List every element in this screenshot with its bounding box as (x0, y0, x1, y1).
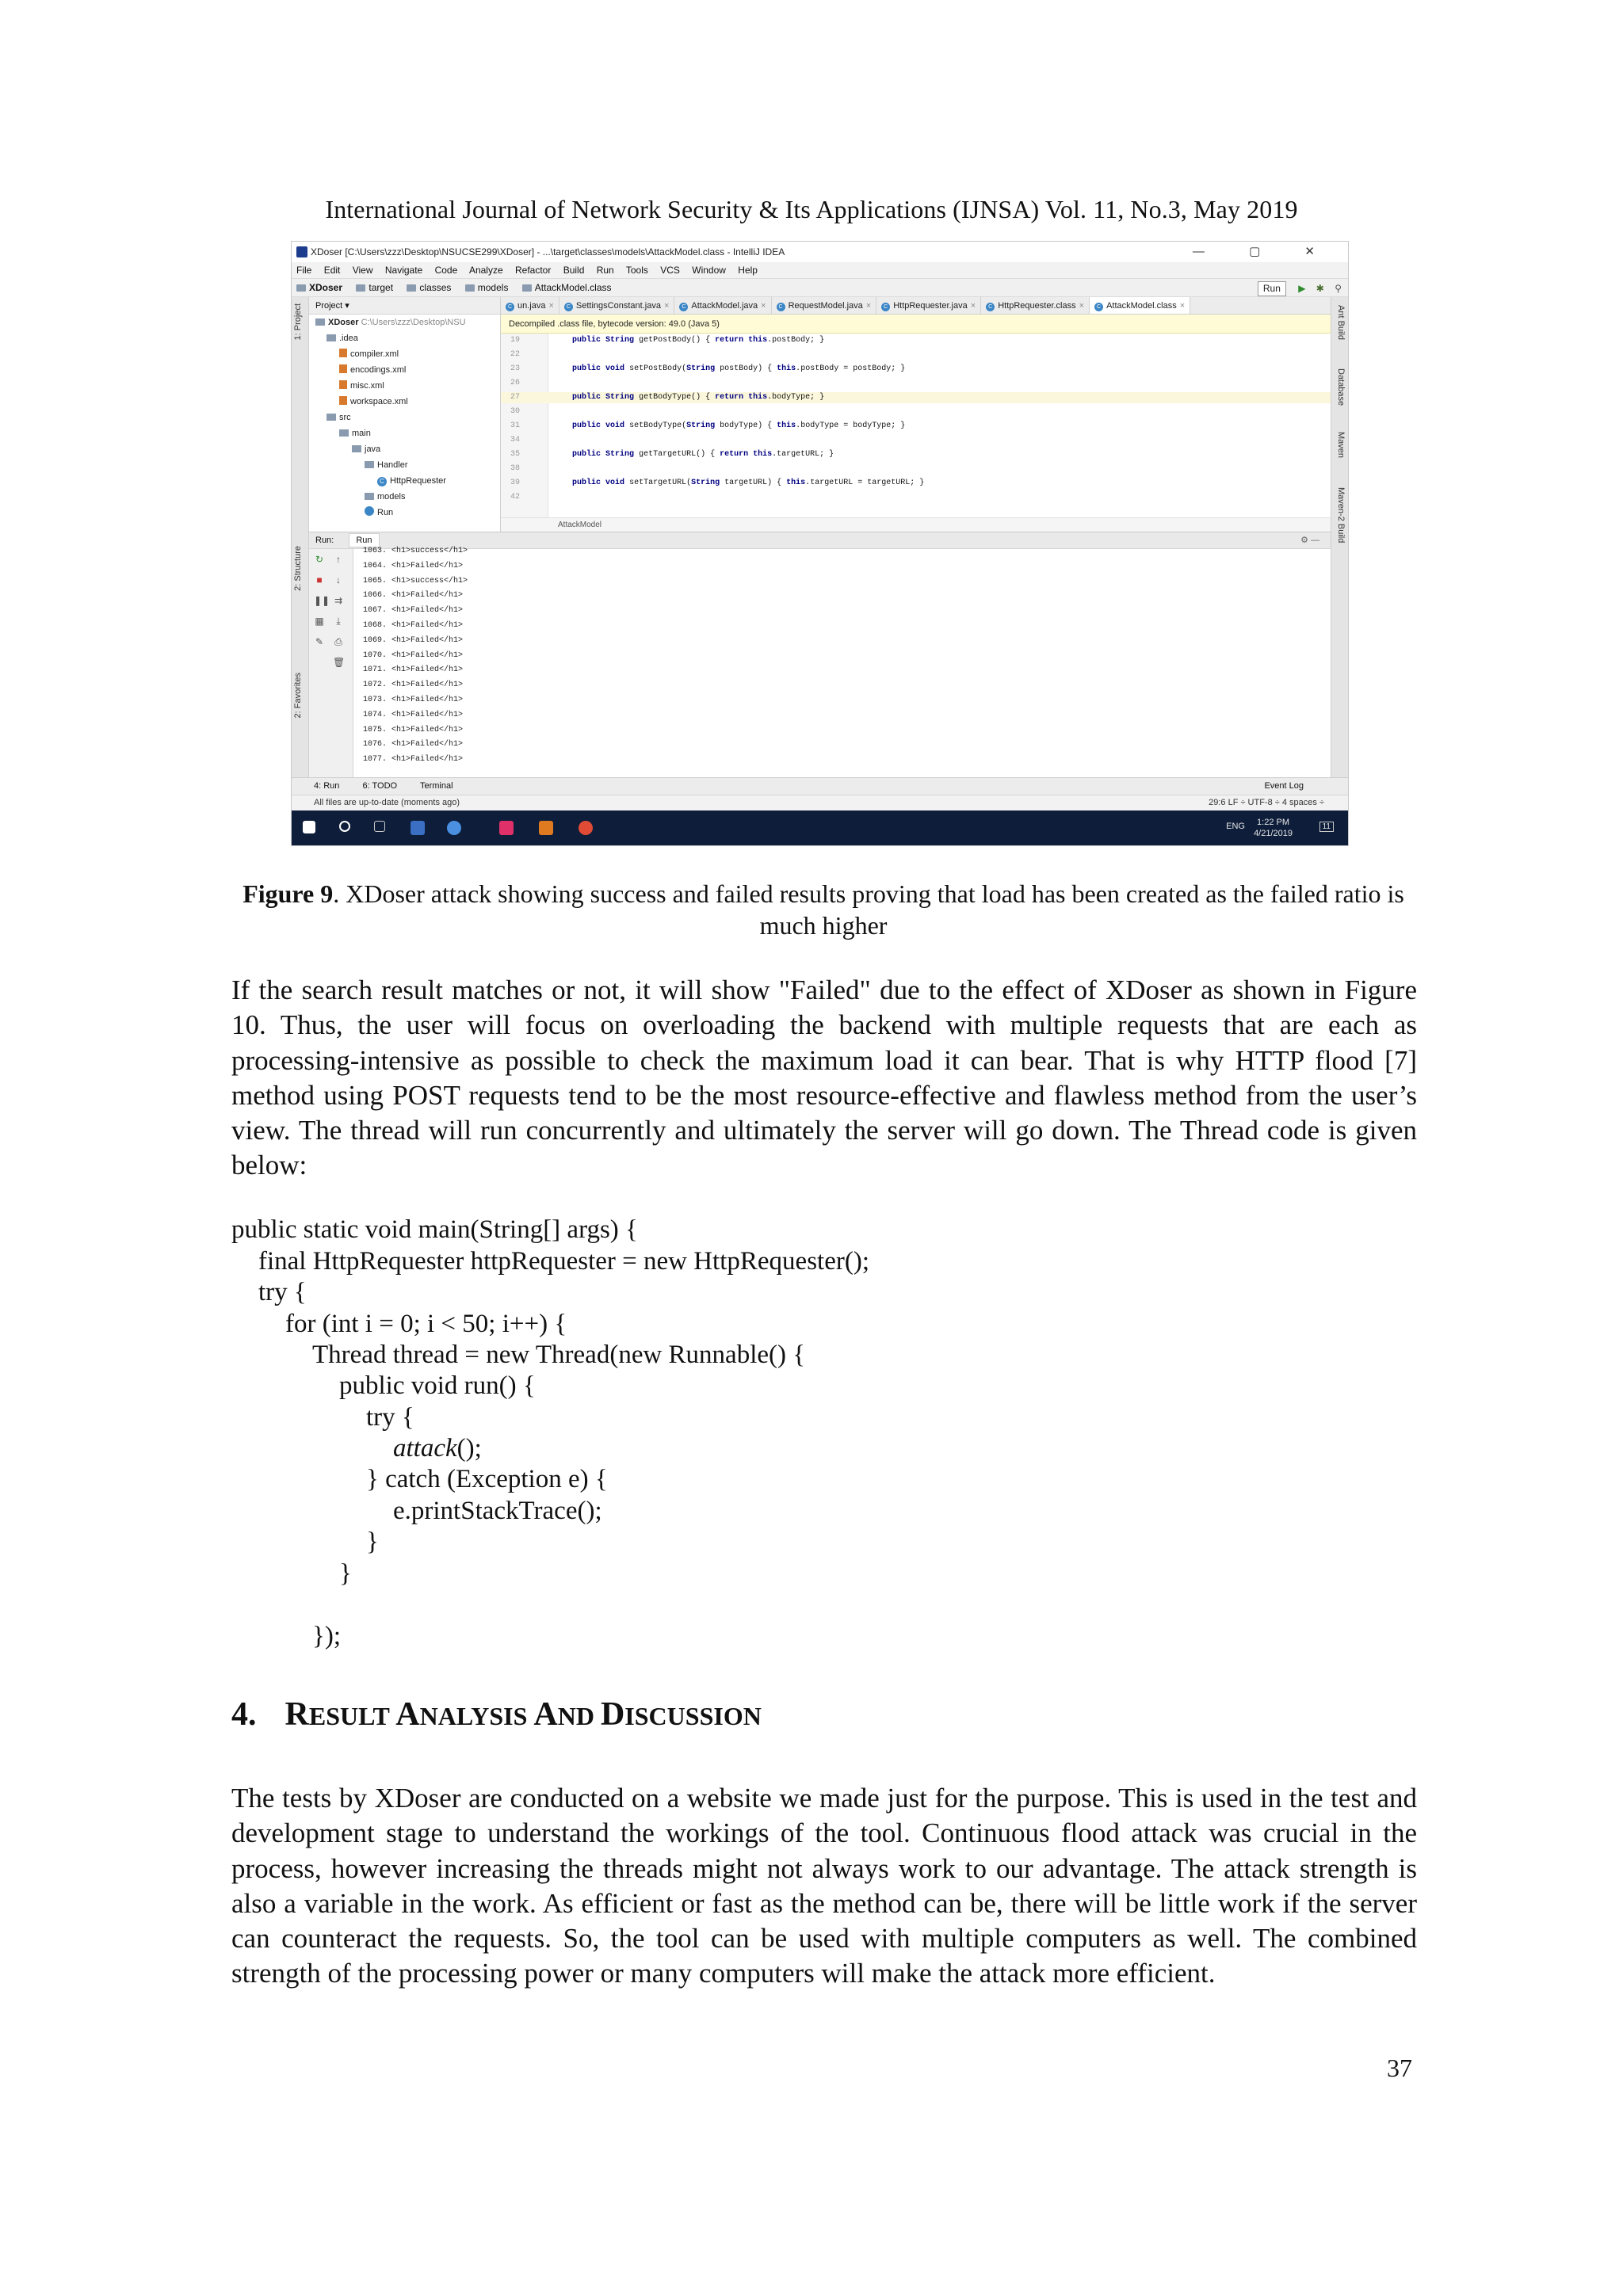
section-title (285, 1696, 762, 1733)
ide-menubar (292, 262, 1348, 278)
smallcap: NALYSIS (419, 1702, 534, 1730)
run-config-select[interactable]: Run (1258, 281, 1286, 296)
cortana-icon[interactable] (339, 821, 350, 832)
crumb-attackmodel[interactable]: AttackModel.class (522, 282, 612, 293)
line-number: 23 (510, 364, 521, 373)
cap: D (600, 1696, 625, 1733)
tree-item-idea[interactable]: .idea (327, 330, 358, 346)
code-line: } (366, 1527, 379, 1556)
tree-item-xdoser[interactable] (315, 315, 466, 330)
cap: R (285, 1696, 309, 1733)
code-text: (); (456, 1434, 482, 1463)
editor-tab[interactable] (772, 297, 877, 315)
close-icon[interactable]: × (865, 301, 872, 311)
bottom-tab-todo[interactable]: 6: TODO (362, 781, 398, 791)
window-controls[interactable]: — ▢ ✕ (1192, 245, 1335, 258)
console-line: 1070. <h1>Failed</h1> (363, 650, 464, 660)
close-icon[interactable]: × (663, 301, 670, 311)
code-italic: attack (393, 1434, 457, 1463)
code-line: } catch (Exception e) { (366, 1465, 608, 1493)
tree-item-handler[interactable]: Handler (365, 457, 408, 473)
crumb-xdoser[interactable]: XDoser (296, 282, 342, 293)
tree-item-main[interactable]: main (339, 425, 371, 441)
close-icon[interactable]: × (548, 301, 554, 311)
menu-analyze[interactable]: Analyze (468, 265, 503, 276)
scroll-end-icon[interactable]: ⤓ (336, 616, 341, 627)
tab-label: AttackModel.class (1106, 301, 1177, 311)
ide-navbar (292, 278, 1348, 297)
pin-icon[interactable]: ✎ (315, 636, 324, 647)
console-line: 1068. <h1>Failed</h1> (363, 621, 464, 630)
chrome-icon[interactable] (579, 821, 593, 835)
console-line: 1077. <h1>Failed</h1> (363, 755, 464, 765)
clock-time: 1:22 PM (1257, 818, 1290, 827)
ide-titlebar (292, 242, 1348, 262)
app-icon[interactable] (411, 821, 425, 835)
tree-item-httprequester[interactable]: C HttpRequester (377, 473, 446, 489)
code-line (501, 335, 1331, 346)
line-number: 42 (510, 493, 521, 502)
code-text: public String getBodyType() { return this.bodyType; } (572, 393, 825, 402)
tab-label: RequestModel.java (788, 301, 863, 311)
section-number: 4. (231, 1696, 257, 1733)
editor-tab[interactable] (981, 297, 1090, 315)
code-line (501, 449, 1331, 460)
editor-tab[interactable] (501, 297, 559, 315)
menu-file[interactable]: File (296, 265, 312, 276)
code-text: public void setBodyType(String bodyType) { this.bodyType = bodyType; } (572, 421, 906, 430)
menu-edit[interactable]: Edit (323, 265, 341, 276)
run-icon[interactable]: ▶ (1298, 283, 1306, 294)
smallcap: ISCUSSION (624, 1702, 762, 1730)
status-message: All files are up-to-date (moments ago) (314, 798, 460, 807)
browser-icon[interactable] (447, 821, 461, 835)
bottom-tab-terminal[interactable]: Terminal (419, 781, 453, 791)
editor-tab[interactable] (876, 297, 981, 315)
tab-label: HttpRequester.java (893, 301, 968, 311)
console-line: 1072. <h1>Failed</h1> (363, 681, 464, 690)
code-text: public String getPostBody() { return this.postBody; } (572, 336, 825, 345)
toolbar-right (1258, 280, 1342, 297)
code-line (393, 1432, 482, 1464)
tree-item-java[interactable]: java (352, 441, 380, 457)
code-text: public void setTargetURL(String targetURL) { this.targetURL = targetURL; } (572, 479, 925, 487)
figure-caption (230, 878, 1417, 941)
debug-icon[interactable]: ✱ (1316, 283, 1324, 294)
print-icon[interactable]: ⎙ (334, 636, 342, 647)
line-number: 26 (510, 379, 521, 387)
clock[interactable] (1254, 817, 1293, 839)
tree-item-misc-xml[interactable]: misc.xml (339, 378, 384, 394)
tree-path: C:\Users\zzz\Desktop\NSU (361, 318, 466, 327)
cap: A (395, 1696, 420, 1733)
notification-icon[interactable]: 11 (1319, 822, 1334, 832)
tab-label: SettingsConstant.java (575, 301, 661, 311)
tree-label: XDoser (328, 318, 359, 327)
code-line (501, 406, 1331, 418)
editor-breadcrumb[interactable]: AttackModel (501, 517, 1331, 532)
left-tool-strip (292, 297, 309, 777)
up-icon[interactable]: ↑ (336, 554, 341, 565)
app2-icon[interactable] (539, 821, 553, 835)
ant-build-tab[interactable]: Ant Build (1336, 305, 1346, 341)
code-line: public static void main(String[] args) { (231, 1215, 638, 1244)
console-line: 1067. <h1>Failed</h1> (363, 606, 464, 616)
close-icon[interactable]: × (1179, 301, 1186, 311)
right-tool-strip (1331, 297, 1348, 777)
search-icon[interactable]: ⚲ (1335, 283, 1342, 294)
console-line: 1073. <h1>Failed</h1> (363, 696, 464, 704)
database-tab[interactable]: Database (1336, 368, 1346, 406)
bottom-tab-run[interactable]: 4: Run (314, 781, 340, 791)
menu-vcs[interactable]: VCS (660, 265, 680, 276)
decompiled-banner: Decompiled .class file, bytecode version: 49.0 (Java 5) (501, 315, 1331, 334)
line-number: 38 (510, 464, 521, 473)
code-line: public void run() { (339, 1371, 536, 1400)
line-number: 27 (510, 393, 521, 402)
maven-tab[interactable]: Maven (1336, 432, 1346, 459)
close-icon[interactable]: × (970, 301, 976, 311)
tree-item-models[interactable]: models (365, 489, 405, 505)
console-line: 1064. <h1>Failed</h1> (363, 561, 464, 570)
project-tool-tab[interactable]: 1: Project (293, 303, 303, 341)
menu-view[interactable]: View (352, 265, 373, 276)
crumb-models[interactable]: models (465, 282, 509, 293)
project-panel (309, 297, 501, 532)
line-number: 31 (510, 421, 521, 430)
down-icon[interactable]: ↓ (336, 574, 341, 585)
close-icon[interactable]: × (761, 301, 766, 311)
console-line: 1063. <h1>success</h1> (363, 547, 468, 555)
figure-label: Figure 9 (242, 879, 334, 908)
journal-header: International Journal of Network Security & Its Applications (IJNSA) Vol. 11, No.3, May 2019 (325, 195, 1298, 223)
editor-tab-active[interactable] (1090, 297, 1190, 315)
console-line: 1076. <h1>Failed</h1> (363, 740, 464, 749)
line-number: 22 (510, 350, 521, 359)
editor-tabs (501, 297, 1331, 315)
page-number: 37 (1387, 2054, 1412, 2082)
event-log-button[interactable]: Event Log (1264, 781, 1304, 791)
ide-screenshot (291, 241, 1349, 846)
line-number: 19 (510, 336, 521, 345)
tab-label: un.java (517, 301, 546, 311)
menu-build[interactable]: Build (563, 265, 585, 276)
editor-tab[interactable] (559, 297, 674, 315)
code-line: try { (366, 1403, 414, 1432)
code-line: e.printStackTrace(); (393, 1497, 602, 1525)
code-line: } (339, 1559, 352, 1588)
crumb-target[interactable]: target (356, 282, 393, 293)
console-line: 1071. <h1>Failed</h1> (363, 666, 464, 675)
console-line: 1066. <h1>Failed</h1> (363, 591, 464, 601)
ide-title: XDoser [C:\Users\zzz\Desktop\NSUCSE299\XDoser] - ...\target\classes\models\AttackModel.class - IntelliJ IDEA (311, 246, 785, 257)
menu-code[interactable]: Code (434, 265, 458, 276)
crumb-classes[interactable]: classes (407, 282, 451, 293)
stop-icon[interactable]: ■ (316, 574, 323, 585)
editor-panel (501, 297, 1331, 532)
menu-run[interactable]: Run (596, 265, 614, 276)
code-line (501, 478, 1331, 489)
section-heading (231, 1695, 762, 1733)
favorites-tool-tab[interactable]: 2: Favorites (293, 673, 303, 719)
code-area[interactable] (501, 334, 1331, 517)
windows-start-icon[interactable] (303, 821, 315, 833)
tree-item-src[interactable]: src (327, 410, 351, 425)
clock-date: 4/21/2019 (1254, 829, 1293, 838)
code-line: }); (312, 1622, 341, 1650)
code-line: Thread thread = new Thread(new Runnable() { (312, 1341, 806, 1369)
code-line (501, 349, 1331, 360)
menu-help[interactable]: Help (738, 265, 758, 276)
run-tab[interactable]: Run (349, 533, 379, 547)
line-number: 35 (510, 450, 521, 459)
trash-icon[interactable]: 🗑 (333, 657, 346, 668)
code-line (501, 378, 1331, 389)
close-icon[interactable]: × (1079, 301, 1085, 311)
code-line (501, 435, 1331, 446)
cap: A (533, 1696, 558, 1733)
wrap-icon[interactable]: ⇉ (334, 595, 343, 606)
run-toolbar (309, 549, 353, 777)
code-text: public String getTargetURL() { return this.targetURL; } (572, 450, 834, 459)
smallcap: ESULT (308, 1702, 396, 1730)
code-line (501, 492, 1331, 503)
console-line: 1074. <h1>Failed</h1> (363, 710, 464, 719)
code-line: for (int i = 0; i < 50; i++) { (285, 1310, 567, 1338)
menu-refactor[interactable]: Refactor (514, 265, 552, 276)
windows-taskbar (292, 810, 1348, 845)
tab-label: HttpRequester.class (998, 301, 1076, 311)
code-line (501, 364, 1331, 375)
maven2-build-tab[interactable]: Maven-2 Build (1336, 487, 1346, 543)
code-line (501, 463, 1331, 475)
code-text: public void setPostBody(String postBody) { this.postBody = postBody; } (572, 364, 906, 373)
console-line: 1075. <h1>Failed</h1> (363, 725, 464, 734)
console-line: 1065. <h1>success</h1> (363, 576, 468, 585)
intellij-icon (296, 246, 307, 257)
gear-icon[interactable]: ⚙ — (1300, 536, 1319, 545)
line-number: 34 (510, 436, 521, 444)
figure-caption-text: . XDoser attack showing success and failed results proving that load has been created as the failed ratio is much higher (333, 879, 1404, 940)
line-number: 39 (510, 479, 521, 487)
paragraph-2: The tests by XDoser are conducted on a website we made just for the purpose. This is used in the test and development stage to understand the workings of the tool. Continuous flood attack was crucial in the process, however increasing the threads might not always work to our advantage. The attack strength is also a variable in the work. As efficient or fast as the method can be, there will be little work if the server can counteract the requests. So, the tool can be used with multiple computers as well. The combined strength of the processing power or many computers will make the attack more efficient. (231, 1783, 1417, 1989)
editor-tab[interactable] (674, 297, 771, 315)
tree-item-workspace-xml[interactable]: workspace.xml (339, 394, 408, 410)
status-bar (292, 795, 1348, 810)
rerun-icon[interactable]: ↻ (315, 554, 324, 565)
code-line: final HttpRequester httpRequester = new HttpRequester(); (258, 1247, 869, 1276)
language-indicator[interactable]: ENG (1226, 822, 1245, 831)
layout-icon[interactable]: ▦ (315, 616, 324, 627)
bottom-tool-bar (292, 777, 1348, 795)
tab-label: AttackModel.java (691, 301, 758, 311)
run-label: Run: (315, 536, 334, 545)
code-line (501, 421, 1331, 432)
tree-item-run[interactable]: Run (365, 505, 393, 521)
menu-window[interactable]: Window (692, 265, 726, 276)
console-line: 1069. <h1>Failed</h1> (363, 635, 464, 645)
task-view-icon[interactable] (374, 821, 385, 832)
intellij-taskbar-icon[interactable] (499, 821, 514, 835)
code-line: try { (258, 1278, 307, 1306)
line-number: 30 (510, 407, 521, 416)
smallcap: ND (557, 1702, 601, 1730)
project-panel-header[interactable]: Project ▾ (309, 297, 500, 315)
paragraph-1: If the search result matches or not, it will show "Failed" due to the effect of XDoser as shown in Figure 10. Thus, the user will focus on overloading the backend with multiple requests that are each as processing-intensive as possible to check the maximum load it can bear. That is why HTTP flood [7] method using POST requests tend to be the most resource-effective and flawless method from the user’s view. The thread will run concurrently and ultimately the server will go down. The Thread code is given below: (231, 974, 1417, 1181)
console-output[interactable] (353, 549, 1331, 777)
status-info[interactable]: 29:6 LF ÷ UTF-8 ÷ 4 spaces ÷ (1209, 798, 1324, 807)
code-line (501, 392, 1331, 403)
menu-navigate[interactable]: Navigate (384, 265, 423, 276)
pause-icon[interactable]: ❚❚ (314, 595, 330, 606)
tree-item-encodings-xml[interactable]: encodings.xml (339, 362, 406, 378)
structure-tool-tab[interactable]: 2: Structure (293, 546, 303, 591)
tree-item-compiler-xml[interactable]: compiler.xml (339, 346, 399, 362)
menu-tools[interactable]: Tools (625, 265, 648, 276)
